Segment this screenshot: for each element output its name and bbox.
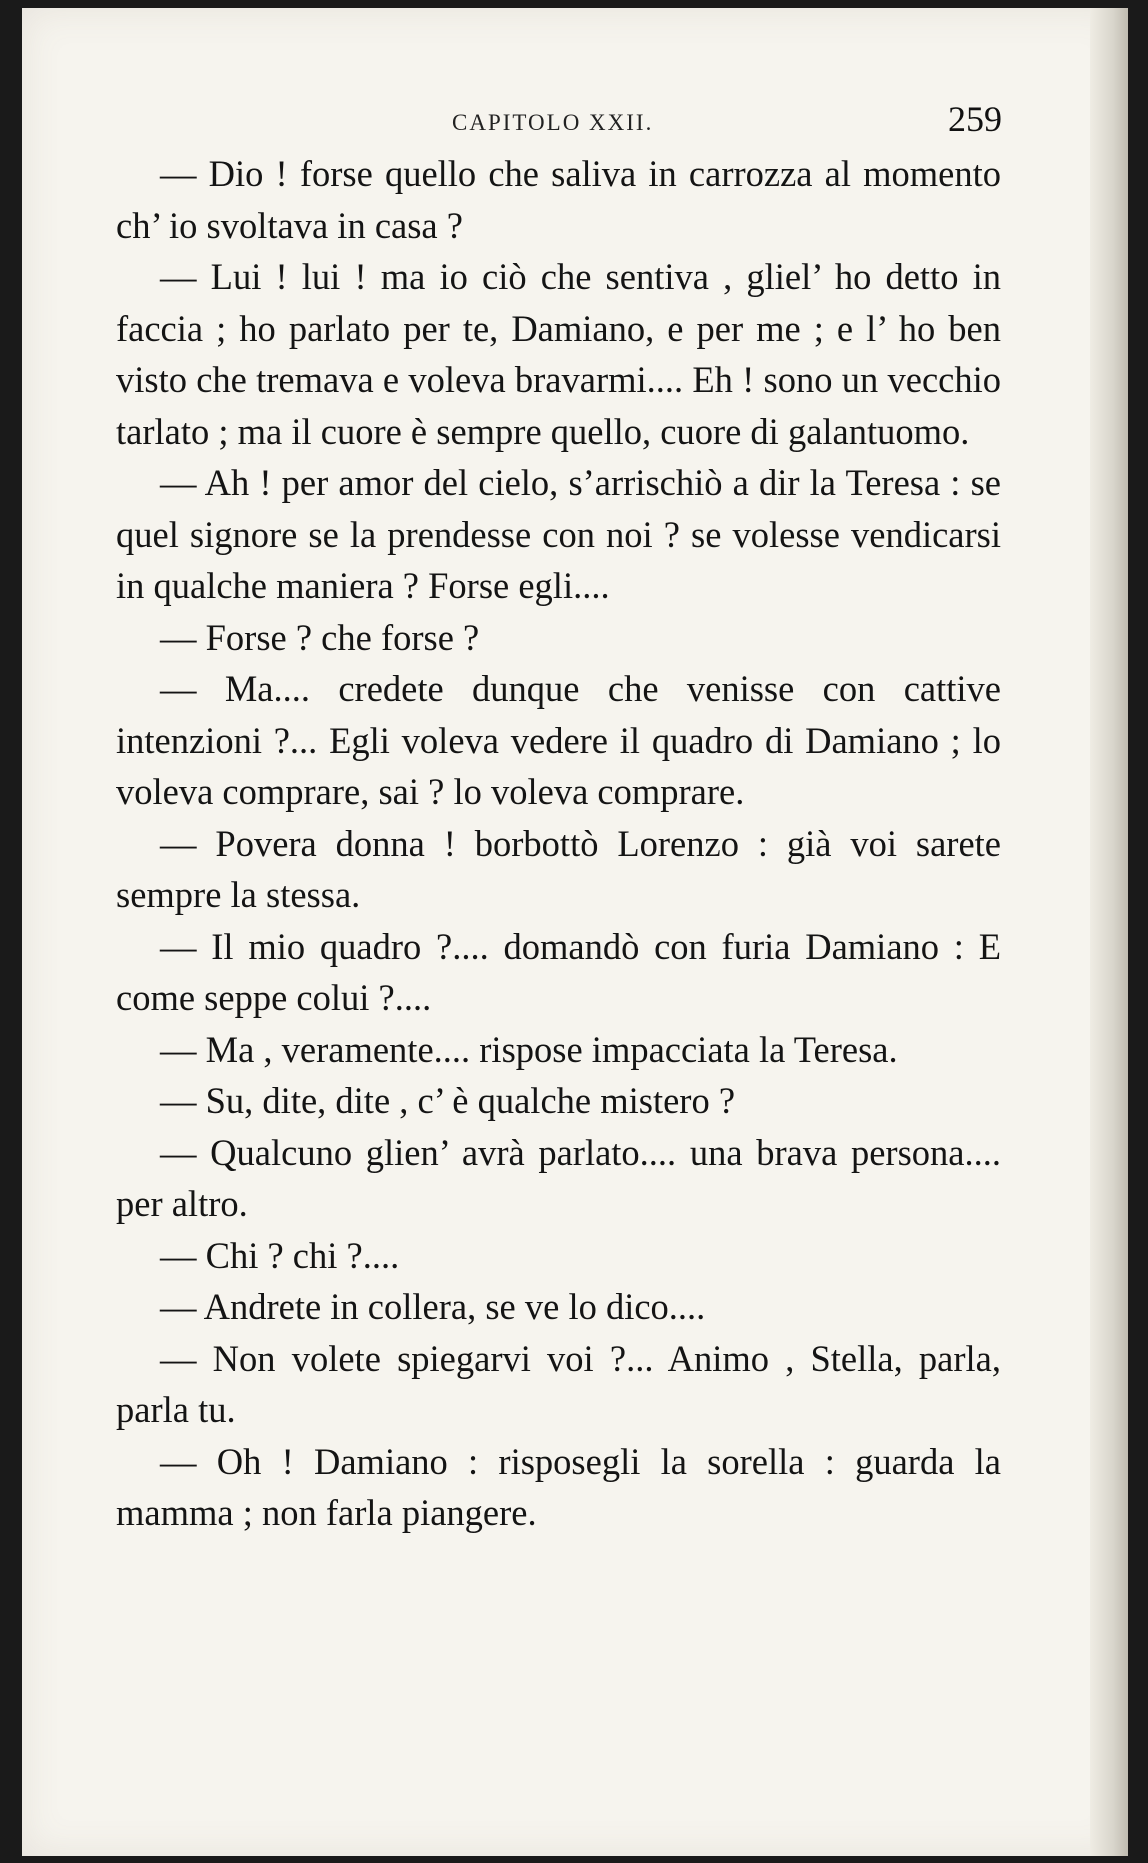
page-number: 259 [948,99,1002,139]
paragraph: — Qualcuno glien’ avrà parlato.... una brava persona.... per altro. [116,1131,1001,1224]
paragraph: — Chi ? chi ?.... [160,1234,400,1276]
book-page [22,8,1128,1856]
paragraph: — Lui ! lui ! ma io ciò che sentiva , gliel’ ho detto in faccia ; ho parlato per te, Damiano, e per me ; e l’ ho ben visto che tremava e voleva bravarmi.... Eh ! sono un vecchio tarlato ; ma il cuore è sempre quello, cuore di galantuomo. [116,256,1001,452]
paragraph: — Su, dite, dite , c’ è qualche mistero ? [160,1080,736,1121]
paragraph: — Andrete in collera, se ve lo dico.... [160,1286,706,1327]
paragraph: — Ma , veramente.... rispose impacciata la Teresa. [160,1028,898,1070]
paragraph: — Ma.... credete dunque che venisse con cattive intenzioni ?... Egli voleva vedere il quadro di Damiano ; lo voleva comprare, sai ? lo voleva comprare. [116,668,1001,812]
chapter-title: CAPITOLO XXII. [452,110,654,135]
paragraph: — Ah ! per amor del cielo, s’arrischiò a dir la Teresa : se quel signore se la prendesse con noi ? se volesse vendicarsi in qualche maniera ? Forse egli.... [116,462,1001,606]
paragraph: — Povera donna ! borbottò Lorenzo : già voi sarete sempre la stessa. [116,822,1001,915]
page-edge [1090,8,1128,1856]
paragraph: — Dio ! forse quello che saliva in carrozza al momento ch’ io svoltava in casa ? [116,153,1001,246]
paragraph: — Forse ? che forse ? [160,616,480,658]
body-text [116,148,1001,1539]
running-header [112,98,1012,138]
paragraph: — Il mio quadro ?.... domandò con furia Damiano : E come seppe colui ?.... [116,925,1001,1018]
paragraph: — Non volete spiegarvi voi ?... Animo , Stella, parla, parla tu. [116,1337,1001,1430]
paragraph: — Oh ! Damiano : risposegli la sorella : guarda la mamma ; non farla piangere. [116,1440,1001,1533]
